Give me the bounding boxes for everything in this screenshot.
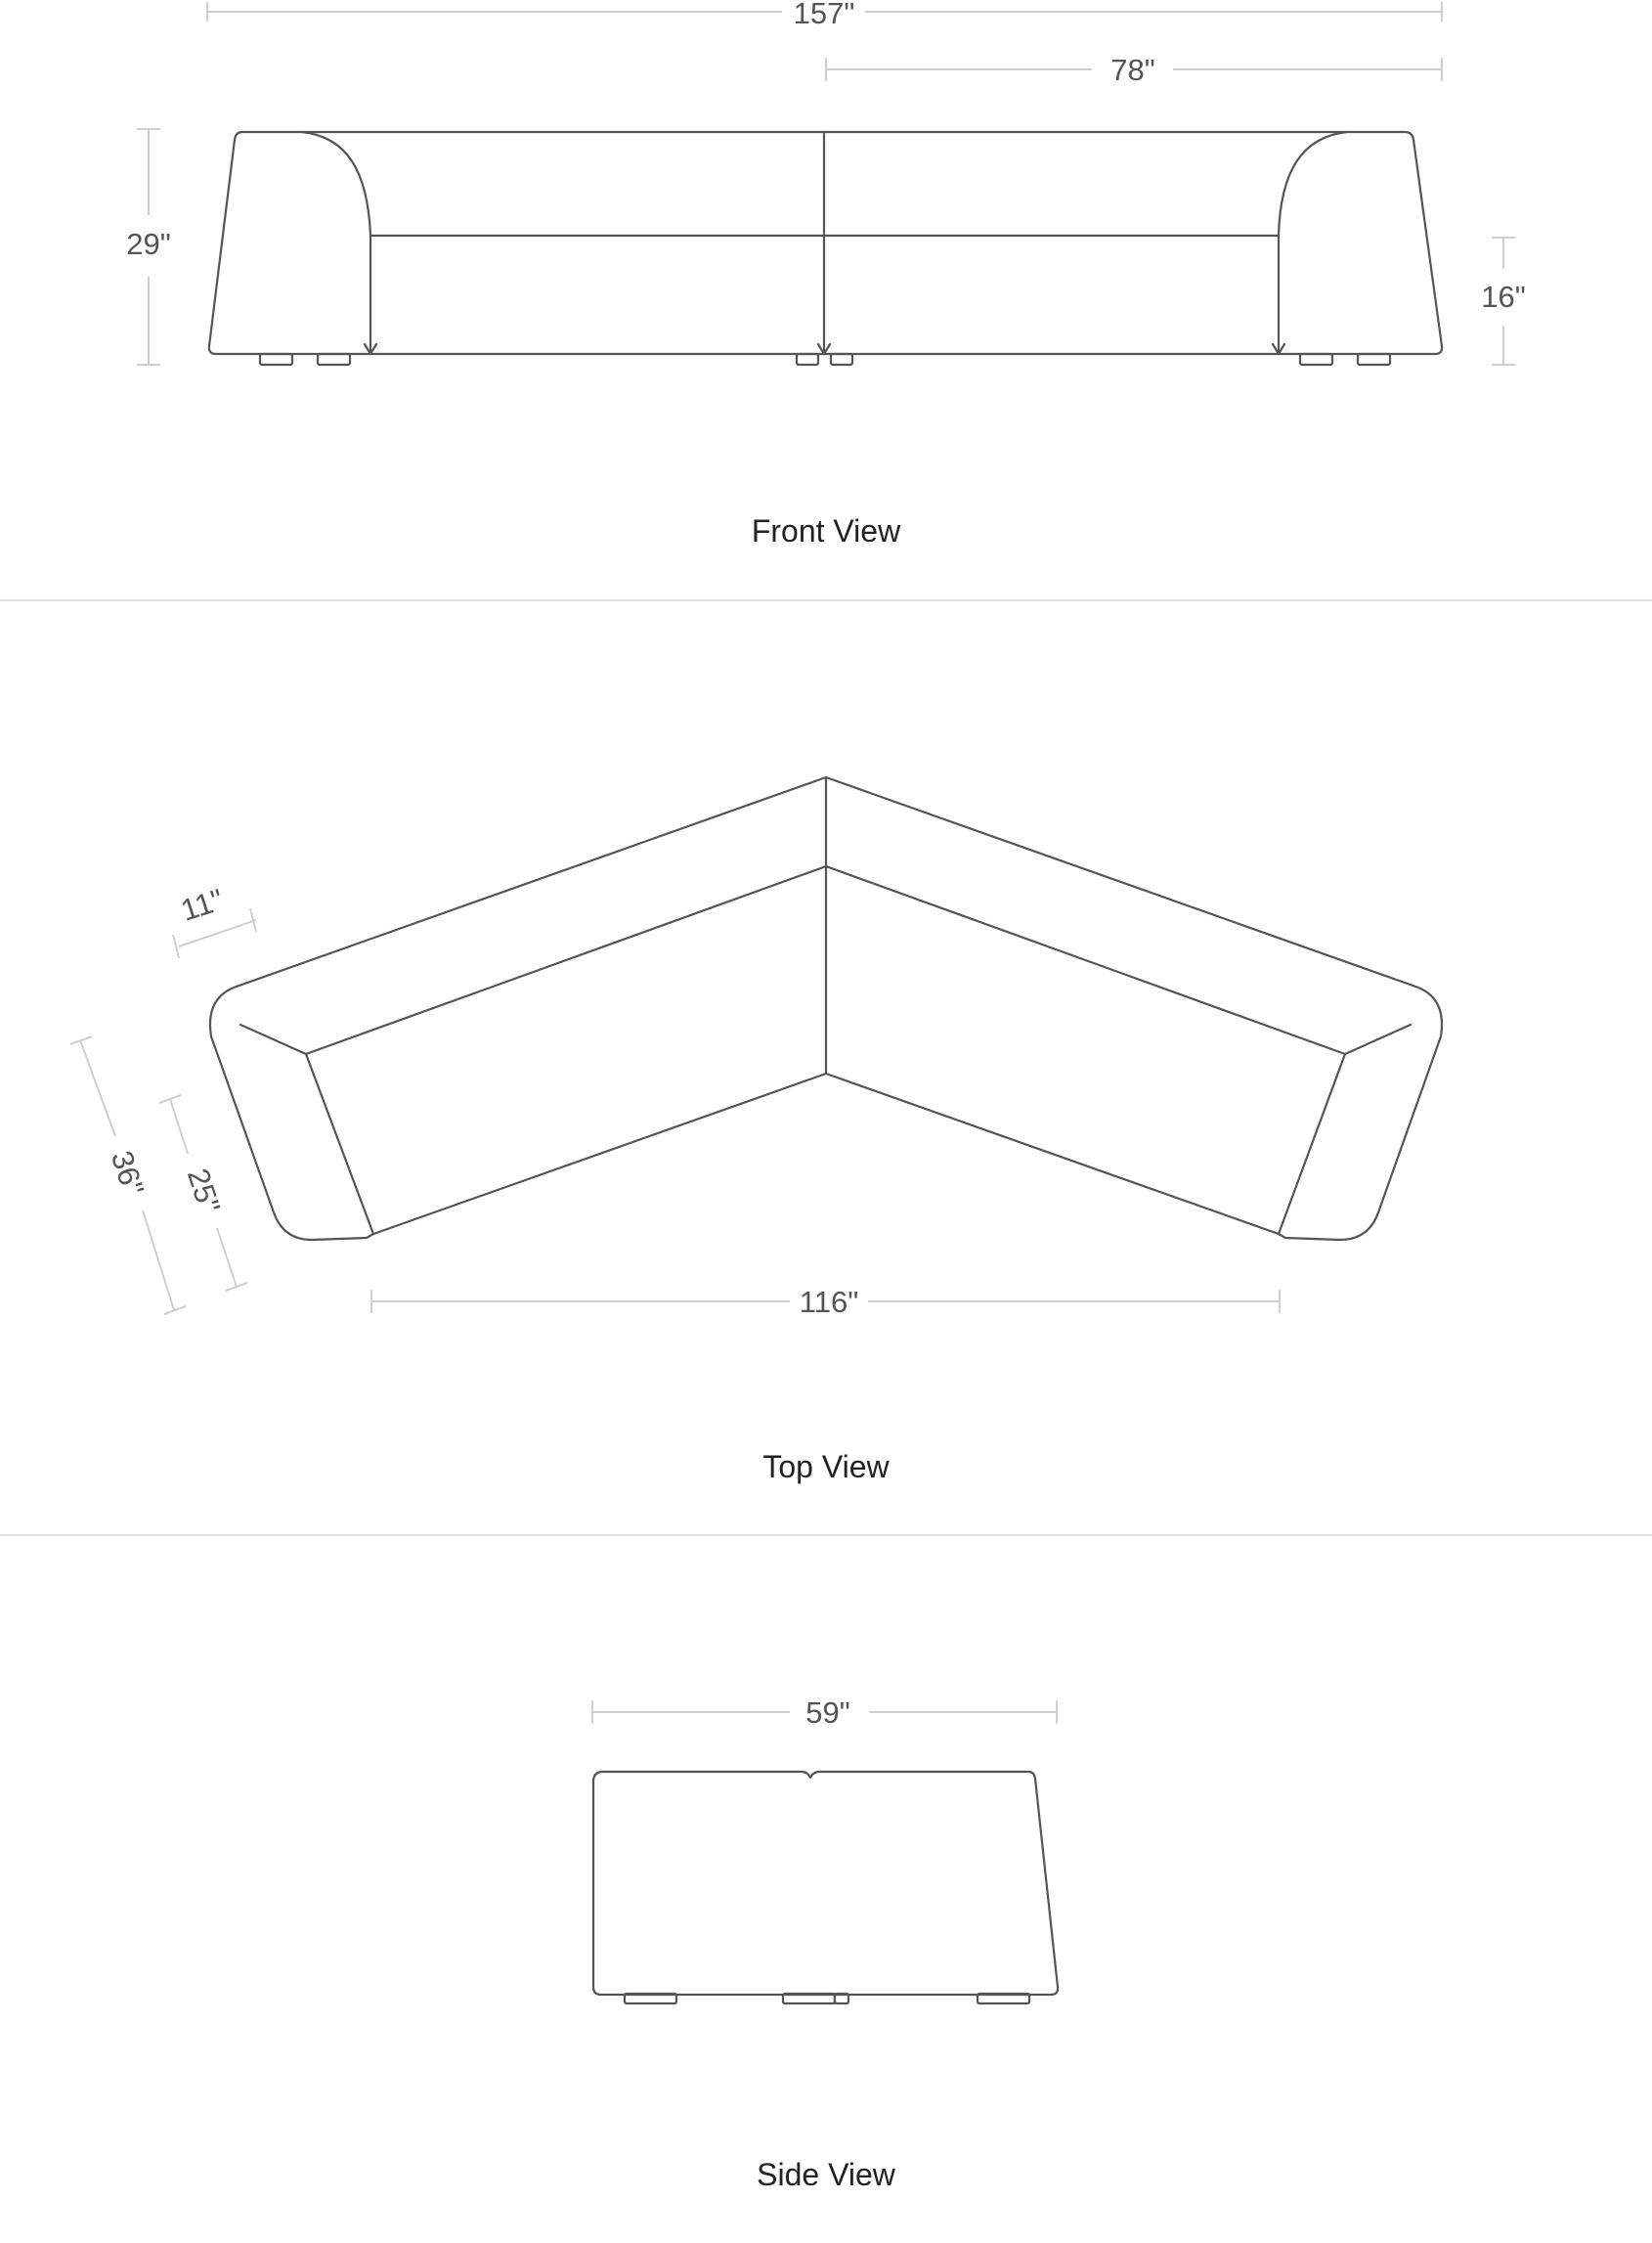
dimension-label-height: 29" [126, 227, 171, 261]
dimension-section-width [826, 53, 1442, 87]
dimension-label-depth: 36" [104, 1146, 152, 1200]
sofa-front-body [209, 132, 1442, 354]
divider-top-side [0, 1534, 1652, 1536]
dimension-label-seat-height: 16" [1481, 280, 1526, 314]
side-view-label: Side View [757, 2157, 895, 2192]
top-view-label: Top View [762, 1449, 890, 1484]
dimension-seat-depth [159, 1095, 247, 1291]
dimension-label-seat-depth: 25" [180, 1164, 228, 1217]
side-view-drawing [592, 1695, 1058, 2003]
dimension-label-arm-width: 11" [176, 882, 228, 928]
dimension-seat-height [1481, 238, 1526, 365]
dimension-label-overall-width: 157" [793, 0, 855, 30]
dimension-side-depth [592, 1695, 1057, 1730]
dimension-overall-width [207, 0, 1442, 30]
divider-front-top [0, 599, 1652, 601]
dimension-depth [70, 1036, 186, 1314]
dimension-height [126, 129, 171, 365]
dimension-arm-width [173, 882, 256, 958]
dimension-inner-width [371, 1285, 1280, 1319]
front-view-drawing [126, 0, 1526, 365]
sofa-feet [260, 354, 1390, 365]
dimension-label-side-depth: 59" [805, 1695, 850, 1730]
dimension-label-section-width: 78" [1110, 53, 1155, 87]
dimension-label-inner-width: 116" [799, 1285, 859, 1319]
sofa-side-body [593, 1772, 1058, 1995]
top-view-drawing [70, 777, 1442, 1319]
front-view-label: Front View [751, 513, 901, 549]
